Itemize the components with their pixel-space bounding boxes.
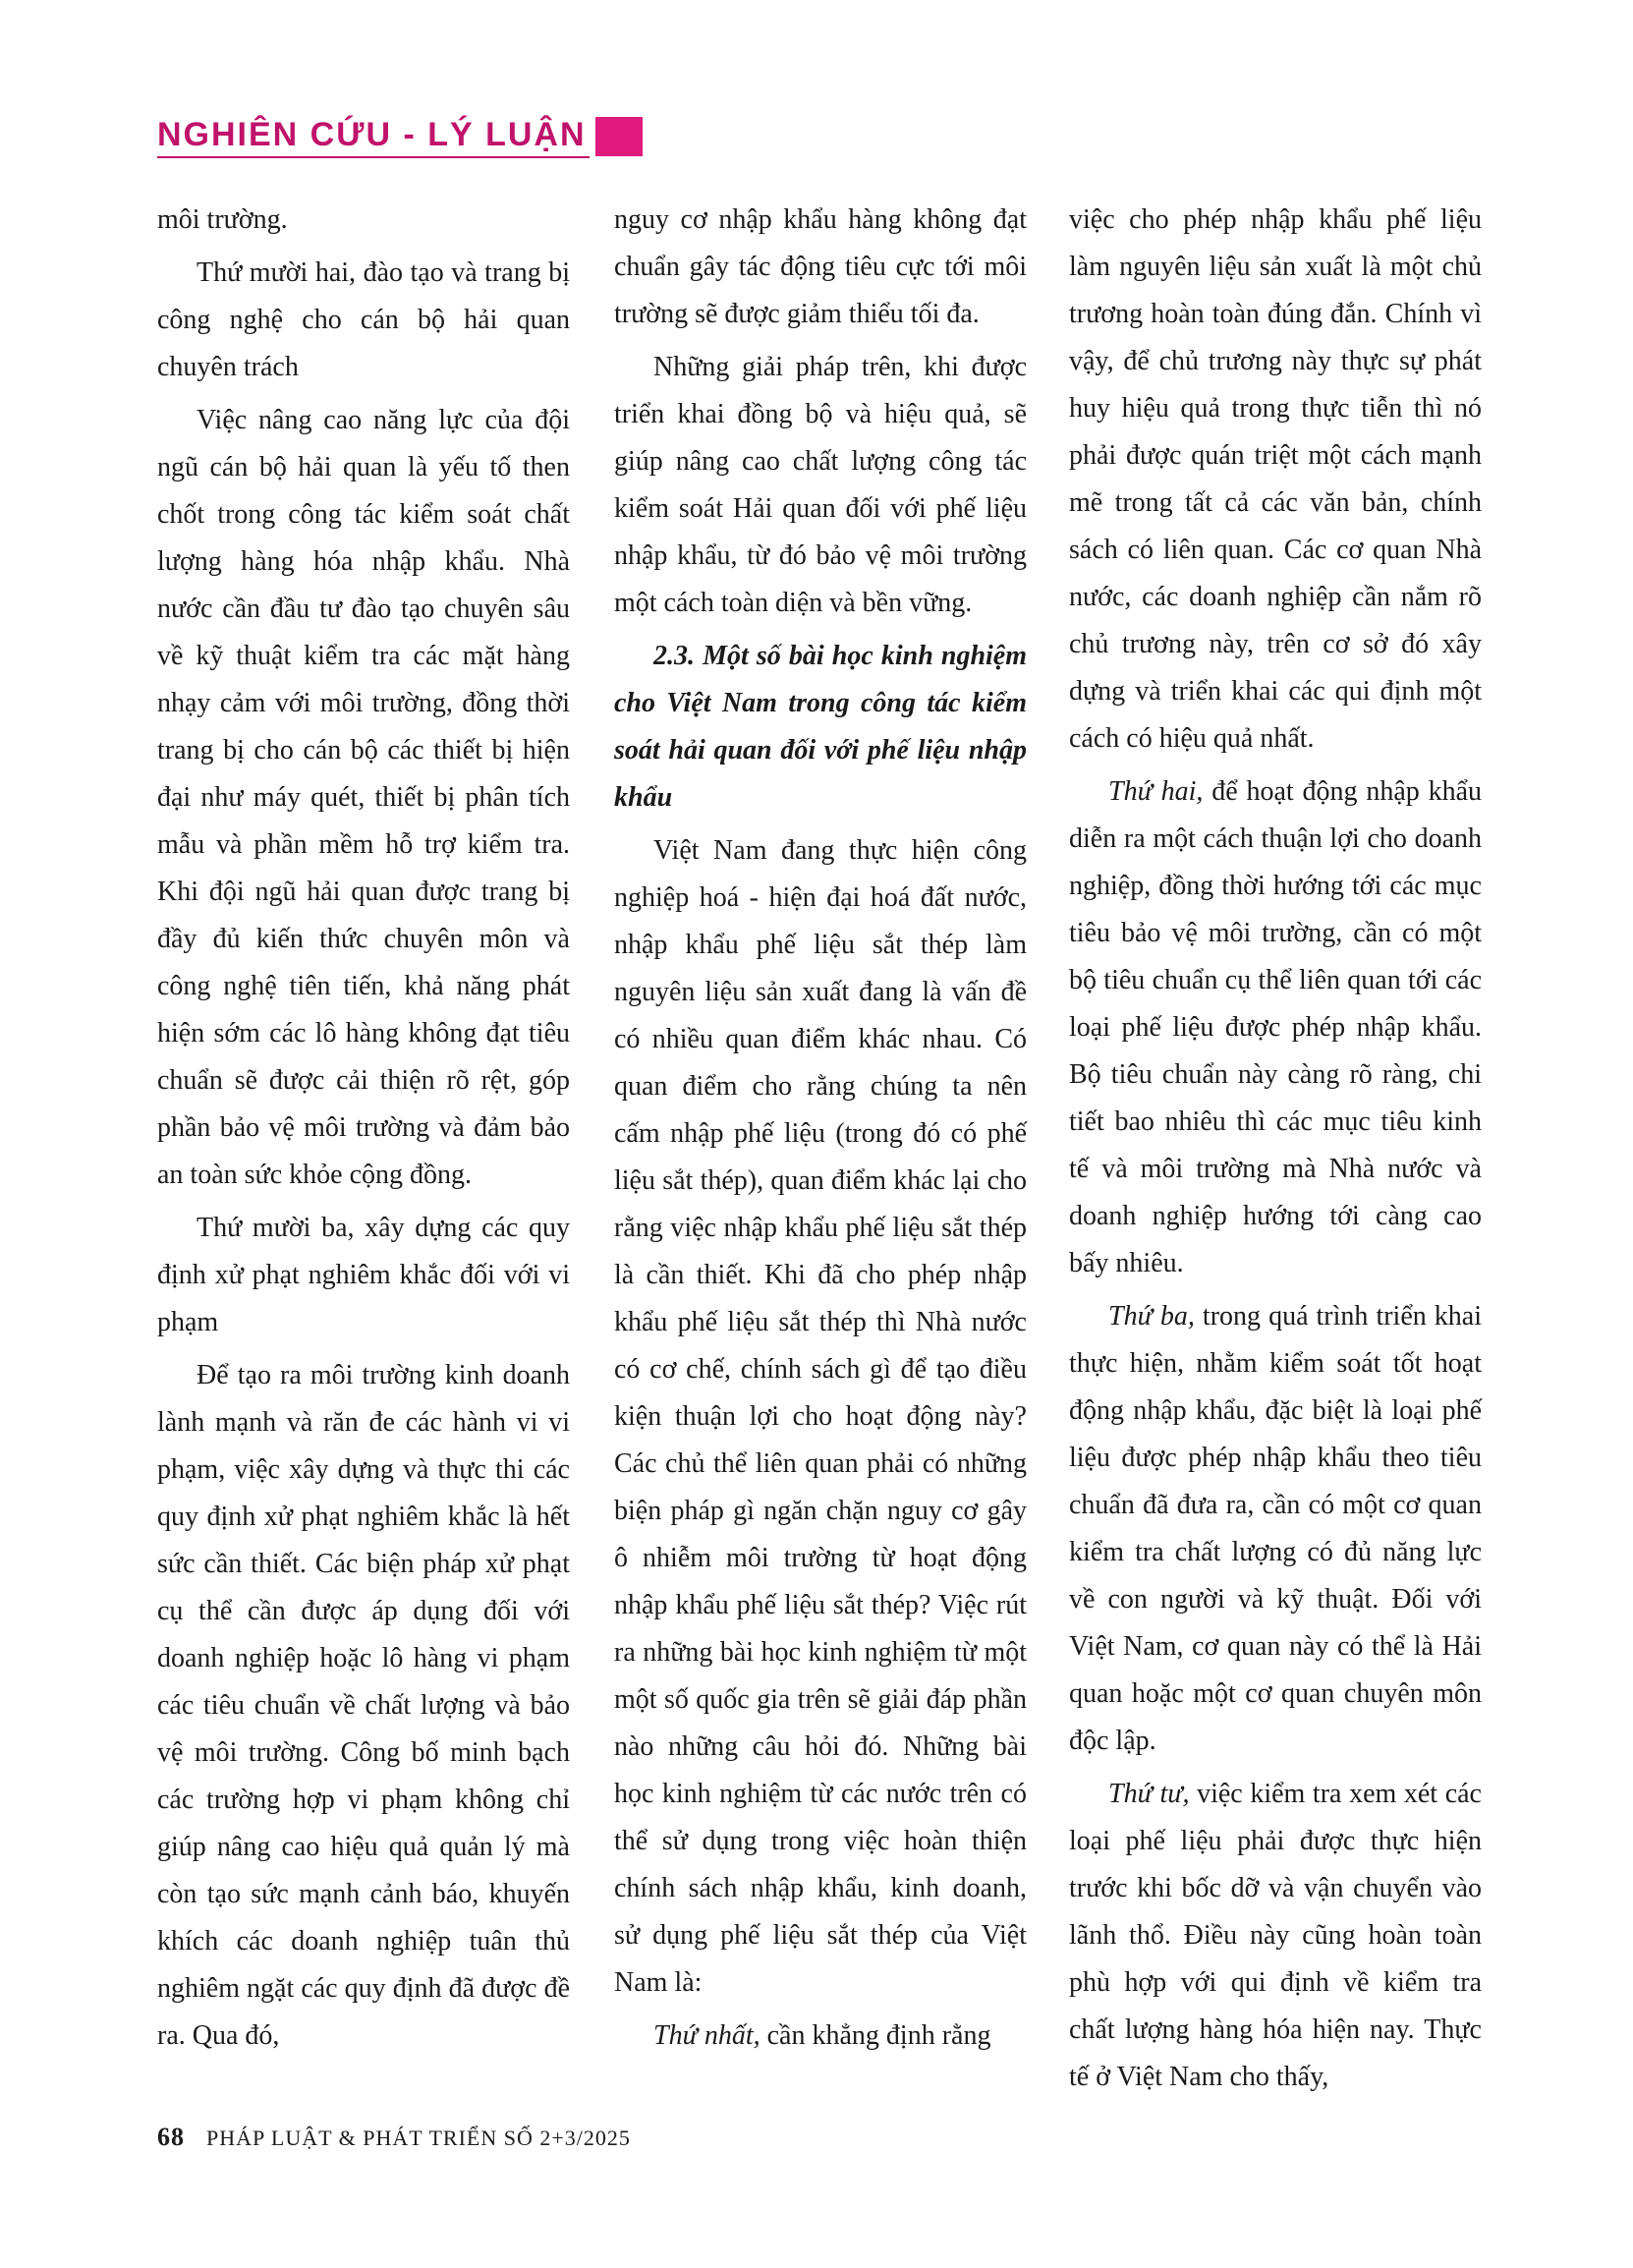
paragraph-lead: Thứ nhất, — [653, 2020, 760, 2051]
paragraph — [1069, 1293, 1482, 1765]
paragraph — [1069, 768, 1482, 1287]
page-number: 68 — [157, 2123, 185, 2151]
paragraph-lead: Thứ ba, — [1108, 1301, 1195, 1332]
paragraph-body: việc kiểm tra xem xét các loại phế liệu phải được thực hiện trước khi bốc dỡ và vận chuyển vào lãnh thổ. Điều này cũng hoàn toàn phù hợp với qui định về kiểm tra chất lượng hàng hóa hiện nay. Thực tế ở Việt Nam cho thấy, — [1069, 1779, 1482, 2092]
paragraph: Thứ mười hai, đào tạo và trang bị công nghệ cho cán bộ hải quan chuyên trách — [157, 257, 570, 382]
paragraph-lead: Thứ hai, — [1108, 776, 1204, 807]
paragraph: Việc nâng cao năng lực của đội ngũ cán bộ hải quan là yếu tố then chốt trong công tác kiểm soát chất lượng hàng hóa nhập khẩu. Nhà nước cần đầu tư đào tạo chuyên sâu về kỹ thuật kiểm tra các mặt hàng nhạy cảm với môi trường, đồng thời trang bị cho cán bộ các thiết bị hiện đại như máy quét, thiết bị phân tích mẫu và phần mềm hỗ trợ kiểm tra. Khi đội ngũ hải quan được trang bị đầy đủ kiến thức chuyên môn và công nghệ tiên tiến, khả năng phát hiện sớm các lô hàng không đạt tiêu chuẩn sẽ được cải thiện rõ rệt, góp phần bảo vệ môi trường và đảm bảo an toàn sức khỏe cộng đồng. — [157, 405, 570, 1190]
column-2 — [614, 197, 1027, 2066]
paragraph: Để tạo ra môi trường kinh doanh lành mạnh và răn đe các hành vi vi phạm, việc xây dựng và thực thi các quy định xử phạt nghiêm khắc là hết sức cần thiết. Các biện pháp xử phạt cụ thể cần được áp dụng đối với doanh nghiệp hoặc lô hàng vi phạm các tiêu chuẩn về chất lượng và bảo vệ môi trường. Công bố minh bạch các trường hợp vi phạm không chỉ giúp nâng cao hiệu quả quản lý mà còn tạo sức mạnh cảnh báo, khuyến khích các doanh nghiệp tuân thủ nghiêm ngặt các quy định đã được đề ra. Qua đó, — [157, 1360, 570, 2051]
header-rule — [157, 156, 590, 158]
paragraph-lead: Thứ tư, — [1108, 1779, 1190, 1809]
header-accent-block — [595, 117, 643, 156]
column-3 — [1069, 197, 1482, 2107]
paragraph: nguy cơ nhập khẩu hàng không đạt chuẩn gây tác động tiêu cực tới môi trường sẽ được giảm thiểu tối đa. — [614, 204, 1027, 329]
paragraph — [1069, 1771, 1482, 2101]
publication-name: PHÁP LUẬT & PHÁT TRIỂN SỐ 2+3/2025 — [206, 2126, 631, 2150]
paragraph: môi trường. — [157, 204, 288, 235]
column-1 — [157, 197, 570, 2066]
section-heading: 2.3. Một số bài học kinh nghiệm cho Việt Nam trong công tác kiểm soát hải quan đối với phế liệu nhập khẩu — [614, 641, 1027, 813]
paragraph — [614, 2013, 1027, 2060]
page-footer — [157, 2123, 631, 2152]
paragraph-body: cần khẳng định rằng — [760, 2020, 991, 2051]
paragraph: Những giải pháp trên, khi được triển khai đồng bộ và hiệu quả, sẽ giúp nâng cao chất lượng công tác kiểm soát Hải quan đối với phế liệu nhập khẩu, từ đó bảo vệ môi trường một cách toàn diện và bền vững. — [614, 352, 1027, 618]
paragraph-body: trong quá trình triển khai thực hiện, nhằm kiểm soát tốt hoạt động nhập khẩu, đặc biệt là loại phế liệu được phép nhập khẩu theo tiêu chuẩn đã đưa ra, cần có một cơ quan kiểm tra chất lượng có đủ năng lực về con người và kỹ thuật. Đối với Việt Nam, cơ quan này có thể là Hải quan hoặc một cơ quan chuyên môn độc lập. — [1069, 1301, 1483, 1756]
section-title: NGHIÊN CỨU - LÝ LUẬN — [157, 116, 587, 153]
paragraph-body: để hoạt động nhập khẩu diễn ra một cách thuận lợi cho doanh nghiệp, đồng thời hướng tới các mục tiêu bảo vệ môi trường, cần có một bộ tiêu chuẩn cụ thể liên quan tới các loại phế liệu được phép nhập khẩu. Bộ tiêu chuẩn này càng rõ ràng, chi tiết bao nhiêu thì các mục tiêu kinh tế và môi trường mà Nhà nước và doanh nghiệp hướng tới càng cao bấy nhiêu. — [1069, 776, 1482, 1278]
paragraph: việc cho phép nhập khẩu phế liệu làm nguyên liệu sản xuất là một chủ trương hoàn toàn đúng đắn. Chính vì vậy, để chủ trương này thực sự phát huy hiệu quả trong thực tiễn thì nó phải được quán triệt một cách mạnh mẽ trong tất cả các văn bản, chính sách có liên quan. Các cơ quan Nhà nước, các doanh nghiệp cần nắm rõ chủ trương này, trên cơ sở đó xây dựng và triển khai các qui định một cách có hiệu quả nhất. — [1069, 204, 1482, 754]
paragraph: Việt Nam đang thực hiện công nghiệp hoá - hiện đại hoá đất nước, nhập khẩu phế liệu sắt thép làm nguyên liệu sản xuất đang là vấn đề có nhiều quan điểm khác nhau. Có quan điểm cho rằng chúng ta nên cấm nhập phế liệu (trong đó có phế liệu sắt thép), quan điểm khác lại cho rằng việc nhập khẩu phế liệu sắt thép là cần thiết. Khi đã cho phép nhập khẩu phế liệu sắt thép thì Nhà nước có cơ chế, chính sách gì để tạo điều kiện thuận lợi cho hoạt động này? Các chủ thể liên quan phải có những biện pháp gì ngăn chặn nguy cơ gây ô nhiễm môi trường từ hoạt động nhập khẩu phế liệu sắt thép? Việc rút ra những bài học kinh nghiệm từ một một số quốc gia trên sẽ giải đáp phần nào những câu hỏi đó. Những bài học kinh nghiệm từ các nước trên có thể sử dụng trong việc hoàn thiện chính sách nhập khẩu, kinh doanh, sử dụng phế liệu sắt thép của Việt Nam là: — [614, 835, 1027, 1998]
paragraph: Thứ mười ba, xây dựng các quy định xử phạt nghiêm khắc đối với vi phạm — [157, 1213, 570, 1337]
